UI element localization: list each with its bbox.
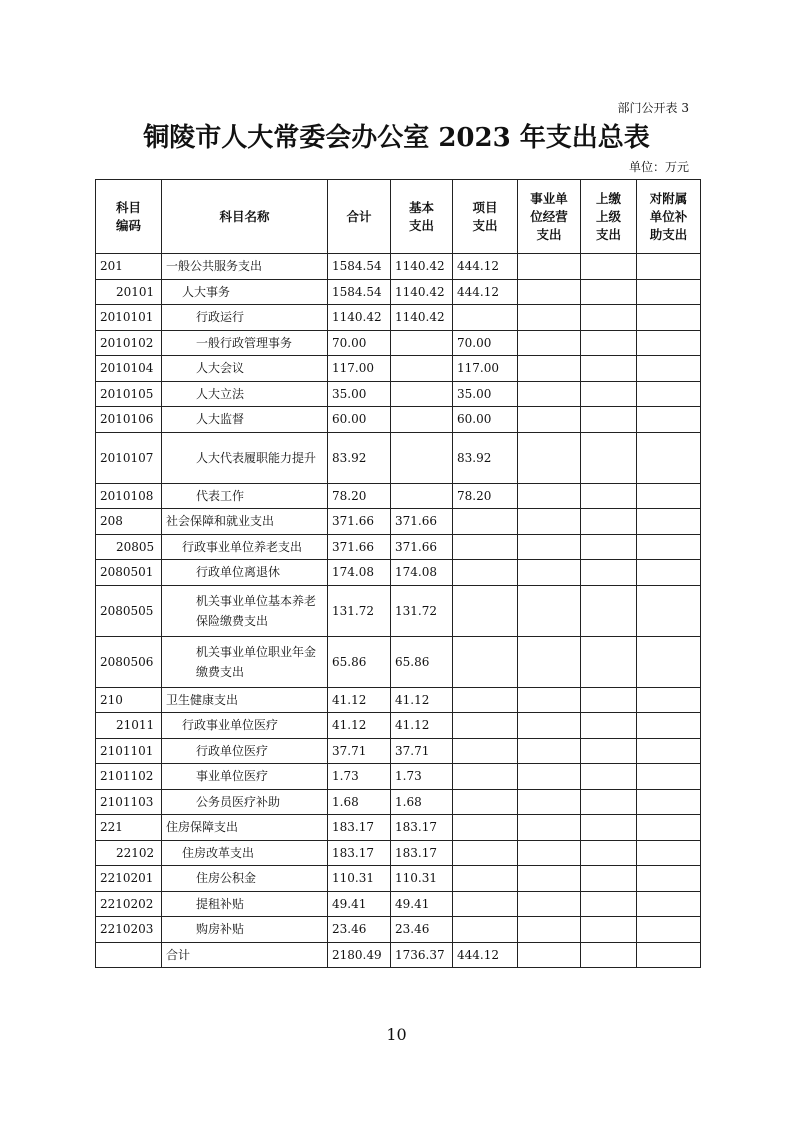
table-row <box>96 713 701 739</box>
name-cell: 人大会议 <box>162 356 328 382</box>
empty-cell <box>518 687 581 713</box>
basic-cell <box>391 330 453 356</box>
empty-cell <box>637 713 701 739</box>
table-row <box>96 534 701 560</box>
table-row <box>96 815 701 841</box>
table-row <box>96 789 701 815</box>
empty-cell <box>518 891 581 917</box>
page-title: 铜陵市人大常委会办公室 2023 年支出总表 <box>143 123 650 153</box>
empty-cell <box>637 560 701 586</box>
empty-cell <box>581 687 637 713</box>
total-cell: 70.00 <box>328 330 391 356</box>
empty-cell <box>518 942 581 968</box>
total-cell: 174.08 <box>328 560 391 586</box>
table-row <box>96 840 701 866</box>
total-cell: 1584.54 <box>328 279 391 305</box>
basic-cell: 37.71 <box>391 738 453 764</box>
empty-cell <box>637 509 701 535</box>
table-row <box>96 330 701 356</box>
name-cell: 一般行政管理事务 <box>162 330 328 356</box>
name-cell: 人大事务 <box>162 279 328 305</box>
name-cell: 购房补贴 <box>162 917 328 943</box>
basic-cell: 41.12 <box>391 687 453 713</box>
basic-cell: 1736.37 <box>391 942 453 968</box>
name-cell: 代表工作 <box>162 483 328 509</box>
name-cell: 行政运行 <box>162 305 328 331</box>
project-cell <box>453 764 518 790</box>
empty-cell <box>518 738 581 764</box>
column-header-total: 合计 <box>328 180 391 254</box>
total-cell: 110.31 <box>328 866 391 892</box>
total-cell: 1.68 <box>328 789 391 815</box>
code-cell: 2101101 <box>96 738 162 764</box>
table-row <box>96 407 701 433</box>
total-cell: 371.66 <box>328 534 391 560</box>
project-cell <box>453 815 518 841</box>
empty-cell <box>581 509 637 535</box>
empty-cell <box>637 305 701 331</box>
name-cell: 住房改革支出 <box>162 840 328 866</box>
code-cell: 2010101 <box>96 305 162 331</box>
basic-cell <box>391 483 453 509</box>
name-cell: 提租补贴 <box>162 891 328 917</box>
total-cell: 41.12 <box>328 713 391 739</box>
table-row <box>96 687 701 713</box>
empty-cell <box>518 764 581 790</box>
empty-cell <box>581 279 637 305</box>
basic-cell: 371.66 <box>391 534 453 560</box>
empty-cell <box>637 917 701 943</box>
code-cell: 2210202 <box>96 891 162 917</box>
empty-cell <box>518 356 581 382</box>
project-cell: 117.00 <box>453 356 518 382</box>
code-cell: 2010102 <box>96 330 162 356</box>
code-cell: 208 <box>96 509 162 535</box>
expenditure-table <box>95 179 701 968</box>
empty-cell <box>637 789 701 815</box>
project-cell: 35.00 <box>453 381 518 407</box>
name-cell: 行政事业单位医疗 <box>162 713 328 739</box>
empty-cell <box>518 279 581 305</box>
empty-cell <box>581 815 637 841</box>
empty-cell <box>637 254 701 280</box>
code-cell: 221 <box>96 815 162 841</box>
total-cell: 65.86 <box>328 636 391 687</box>
empty-cell <box>518 789 581 815</box>
name-cell: 合计 <box>162 942 328 968</box>
code-cell: 22102 <box>96 840 162 866</box>
table-row <box>96 560 701 586</box>
basic-cell: 1.68 <box>391 789 453 815</box>
name-cell: 行政事业单位养老支出 <box>162 534 328 560</box>
basic-cell: 23.46 <box>391 917 453 943</box>
project-cell <box>453 560 518 586</box>
total-cell: 23.46 <box>328 917 391 943</box>
empty-cell <box>518 866 581 892</box>
project-cell <box>453 917 518 943</box>
empty-cell <box>637 866 701 892</box>
name-cell: 人大监督 <box>162 407 328 433</box>
code-cell: 2210203 <box>96 917 162 943</box>
basic-cell <box>391 407 453 433</box>
total-cell: 183.17 <box>328 815 391 841</box>
basic-cell <box>391 432 453 483</box>
empty-cell <box>637 407 701 433</box>
table-row <box>96 738 701 764</box>
project-cell: 70.00 <box>453 330 518 356</box>
empty-cell <box>581 866 637 892</box>
table-row <box>96 432 701 483</box>
code-cell: 2101103 <box>96 789 162 815</box>
basic-cell: 110.31 <box>391 866 453 892</box>
code-cell: 2101102 <box>96 764 162 790</box>
project-cell <box>453 738 518 764</box>
total-cell: 78.20 <box>328 483 391 509</box>
basic-cell: 371.66 <box>391 509 453 535</box>
table-row <box>96 917 701 943</box>
table-row <box>96 279 701 305</box>
table-row <box>96 254 701 280</box>
code-cell: 20805 <box>96 534 162 560</box>
table-row <box>96 891 701 917</box>
total-cell: 49.41 <box>328 891 391 917</box>
table-row <box>96 866 701 892</box>
empty-cell <box>518 407 581 433</box>
code-cell: 2010105 <box>96 381 162 407</box>
column-header-project: 项目 支出 <box>453 180 518 254</box>
table-row <box>96 585 701 636</box>
project-cell: 78.20 <box>453 483 518 509</box>
empty-cell <box>637 356 701 382</box>
column-header-name: 科目名称 <box>162 180 328 254</box>
empty-cell <box>581 917 637 943</box>
table-body <box>96 254 701 968</box>
project-cell <box>453 534 518 560</box>
code-cell: 201 <box>96 254 162 280</box>
project-cell: 444.12 <box>453 254 518 280</box>
name-cell: 人大立法 <box>162 381 328 407</box>
code-cell: 2010104 <box>96 356 162 382</box>
table-row <box>96 764 701 790</box>
total-cell: 1.73 <box>328 764 391 790</box>
empty-cell <box>637 279 701 305</box>
code-cell: 2080506 <box>96 636 162 687</box>
empty-cell <box>581 738 637 764</box>
name-cell: 一般公共服务支出 <box>162 254 328 280</box>
basic-cell: 41.12 <box>391 713 453 739</box>
code-cell: 2080501 <box>96 560 162 586</box>
project-cell: 83.92 <box>453 432 518 483</box>
empty-cell <box>637 381 701 407</box>
total-cell: 183.17 <box>328 840 391 866</box>
basic-cell: 65.86 <box>391 636 453 687</box>
total-cell: 1584.54 <box>328 254 391 280</box>
project-cell: 444.12 <box>453 942 518 968</box>
empty-cell <box>637 636 701 687</box>
basic-cell: 183.17 <box>391 815 453 841</box>
empty-cell <box>518 917 581 943</box>
column-header-code: 科目 编码 <box>96 180 162 254</box>
empty-cell <box>637 687 701 713</box>
total-cell: 60.00 <box>328 407 391 433</box>
empty-cell <box>581 560 637 586</box>
project-cell <box>453 305 518 331</box>
project-cell <box>453 840 518 866</box>
code-cell: 2080505 <box>96 585 162 636</box>
empty-cell <box>518 840 581 866</box>
document-label: 部门公开表 3 <box>617 101 689 115</box>
project-cell <box>453 713 518 739</box>
project-cell <box>453 891 518 917</box>
total-cell: 35.00 <box>328 381 391 407</box>
empty-cell <box>518 330 581 356</box>
empty-cell <box>518 560 581 586</box>
name-cell: 卫生健康支出 <box>162 687 328 713</box>
code-cell: 2210201 <box>96 866 162 892</box>
empty-cell <box>581 891 637 917</box>
project-cell <box>453 636 518 687</box>
code-cell: 210 <box>96 687 162 713</box>
empty-cell <box>518 381 581 407</box>
total-cell: 371.66 <box>328 509 391 535</box>
empty-cell <box>581 942 637 968</box>
empty-cell <box>637 483 701 509</box>
column-header-business: 事业单 位经营 支出 <box>518 180 581 254</box>
table-row <box>96 305 701 331</box>
empty-cell <box>518 713 581 739</box>
table-row <box>96 483 701 509</box>
project-cell <box>453 789 518 815</box>
basic-cell <box>391 356 453 382</box>
total-cell: 1140.42 <box>328 305 391 331</box>
project-cell <box>453 585 518 636</box>
total-row <box>96 942 701 968</box>
project-cell: 60.00 <box>453 407 518 433</box>
empty-cell <box>637 534 701 560</box>
empty-cell <box>518 483 581 509</box>
empty-cell <box>518 815 581 841</box>
code-cell: 2010107 <box>96 432 162 483</box>
name-cell: 机关事业单位职业年金缴费支出 <box>162 636 328 687</box>
table-row <box>96 381 701 407</box>
empty-cell <box>637 840 701 866</box>
code-cell: 2010108 <box>96 483 162 509</box>
total-cell: 117.00 <box>328 356 391 382</box>
name-cell: 行政单位离退休 <box>162 560 328 586</box>
project-cell <box>453 687 518 713</box>
code-cell: 21011 <box>96 713 162 739</box>
empty-cell <box>518 509 581 535</box>
basic-cell: 183.17 <box>391 840 453 866</box>
basic-cell <box>391 381 453 407</box>
basic-cell: 1140.42 <box>391 254 453 280</box>
name-cell: 事业单位医疗 <box>162 764 328 790</box>
empty-cell <box>637 764 701 790</box>
project-cell <box>453 509 518 535</box>
empty-cell <box>518 534 581 560</box>
empty-cell <box>637 432 701 483</box>
name-cell: 住房保障支出 <box>162 815 328 841</box>
empty-cell <box>581 764 637 790</box>
name-cell: 公务员医疗补助 <box>162 789 328 815</box>
column-header-remit: 上缴 上级 支出 <box>581 180 637 254</box>
empty-cell <box>637 891 701 917</box>
table-row <box>96 509 701 535</box>
empty-cell <box>518 585 581 636</box>
basic-cell: 1.73 <box>391 764 453 790</box>
unit-label: 单位：万元 <box>628 160 689 174</box>
empty-cell <box>518 254 581 280</box>
empty-cell <box>581 381 637 407</box>
code-cell: 20101 <box>96 279 162 305</box>
empty-cell <box>581 330 637 356</box>
empty-cell <box>637 942 701 968</box>
column-header-basic: 基本 支出 <box>391 180 453 254</box>
basic-cell: 131.72 <box>391 585 453 636</box>
empty-cell <box>581 356 637 382</box>
total-cell: 41.12 <box>328 687 391 713</box>
table-row <box>96 636 701 687</box>
code-cell: 2010106 <box>96 407 162 433</box>
total-cell: 2180.49 <box>328 942 391 968</box>
name-cell: 社会保障和就业支出 <box>162 509 328 535</box>
project-cell: 444.12 <box>453 279 518 305</box>
basic-cell: 1140.42 <box>391 305 453 331</box>
empty-cell <box>581 254 637 280</box>
basic-cell: 174.08 <box>391 560 453 586</box>
column-header-subsidy: 对附属 单位补 助支出 <box>637 180 701 254</box>
table-header-row <box>96 180 701 254</box>
name-cell: 行政单位医疗 <box>162 738 328 764</box>
basic-cell: 49.41 <box>391 891 453 917</box>
empty-cell <box>581 585 637 636</box>
empty-cell <box>581 483 637 509</box>
empty-cell <box>637 815 701 841</box>
empty-cell <box>581 840 637 866</box>
name-cell: 住房公积金 <box>162 866 328 892</box>
total-cell: 37.71 <box>328 738 391 764</box>
page-number: 10 <box>386 1025 407 1044</box>
project-cell <box>453 866 518 892</box>
total-cell: 83.92 <box>328 432 391 483</box>
empty-cell <box>581 713 637 739</box>
table-row <box>96 356 701 382</box>
empty-cell <box>581 407 637 433</box>
empty-cell <box>518 305 581 331</box>
total-cell: 131.72 <box>328 585 391 636</box>
empty-cell <box>518 636 581 687</box>
code-cell <box>96 942 162 968</box>
name-cell: 机关事业单位基本养老保险缴费支出 <box>162 585 328 636</box>
empty-cell <box>581 789 637 815</box>
name-cell: 人大代表履职能力提升 <box>162 432 328 483</box>
basic-cell: 1140.42 <box>391 279 453 305</box>
empty-cell <box>518 432 581 483</box>
empty-cell <box>637 330 701 356</box>
empty-cell <box>581 534 637 560</box>
empty-cell <box>581 432 637 483</box>
empty-cell <box>637 585 701 636</box>
empty-cell <box>581 636 637 687</box>
empty-cell <box>637 738 701 764</box>
empty-cell <box>581 305 637 331</box>
